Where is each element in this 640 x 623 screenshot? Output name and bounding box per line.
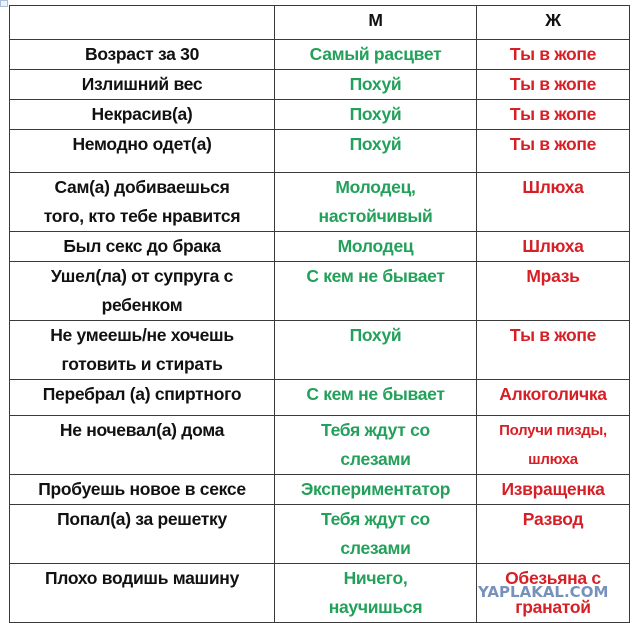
female-answer-line: гранатой [515,597,591,617]
female-answer-line: Ты в жопе [509,134,597,154]
table-row [10,232,630,262]
female-answer-line: Ты в жопе [509,104,597,124]
question-line: ребенком [101,295,183,315]
male-answer-line: Похуй [349,104,402,124]
question-line: Излишний вес [81,74,203,94]
male-answer-line: С кем не бывает [306,266,445,286]
table-row [10,70,630,100]
female-answer-line: Мразь [526,266,580,286]
header-male-cell: М [275,6,477,40]
male-answer-line: Молодец [337,236,414,256]
question-line: того, кто тебе нравится [43,206,241,226]
male-answer-line: Тебя ждут со [321,420,430,440]
question-line: Был секс до брака [63,236,221,256]
male-answer-line: Похуй [349,134,402,154]
male-answer-line: Самый расцвет [309,44,442,64]
table-row [10,416,630,475]
table-row [10,130,630,173]
header-female-cell: Ж [477,6,630,40]
male-answer-line: настойчивый [318,206,433,226]
table-row [10,40,630,70]
table-row [10,262,630,321]
male-answer-line: Экспериментатор [300,479,451,499]
female-answer-line: Получи пизды, [499,422,607,439]
table-row [10,475,630,505]
female-answer-line: Ты в жопе [509,74,597,94]
question-line: готовить и стирать [61,354,223,374]
question-line: Попал(а) за решетку [57,509,227,529]
female-answer-line: Ты в жопе [509,325,597,345]
question-line: Возраст за 30 [84,44,199,64]
question-line: Сам(а) добиваешься [54,177,230,197]
female-answer-line: Шлюха [522,177,584,197]
question-line: Немодно одет(а) [72,134,212,154]
female-answer-line: Обезьяна с [505,568,601,588]
male-answer-line: Похуй [349,74,402,94]
male-answer-line: Ничего, [343,568,408,588]
header-row [10,6,630,40]
question-line: Плохо водишь машину [44,568,240,588]
question-line: Не ночевал(а) дома [59,420,225,440]
table-row [10,100,630,130]
watermark: YAPLAKAL.COM [478,583,609,601]
male-answer-line: слезами [340,538,411,558]
female-answer-line: Развод [522,509,584,529]
question-line: Перебрал (а) спиртного [42,384,242,404]
male-answer-line: Молодец, [335,177,416,197]
table-row [10,321,630,380]
question-line: Ушел(ла) от супруга с [50,266,234,286]
female-answer-line: Извращенка [501,479,605,499]
female-answer-line: Алкоголичка [499,384,607,404]
table-row [10,505,630,564]
question-line: Не умеешь/не хочешь [50,325,234,345]
table-row [10,380,630,416]
male-answer-line: слезами [340,449,411,469]
male-answer-line: С кем не бывает [306,384,445,404]
female-answer-line: Ты в жопе [509,44,597,64]
female-answer-line: Шлюха [522,236,584,256]
question-line: Пробуешь новое в сексе [38,479,246,499]
male-answer-line: научишься [328,597,423,617]
comparison-table [9,5,630,623]
female-answer-line: шлюха [528,451,578,468]
male-answer-line: Тебя ждут со [321,509,430,529]
question-line: Некрасив(а) [91,104,193,124]
header-question-cell [10,6,275,40]
image-corner-icon [0,0,8,7]
table-row [10,173,630,232]
male-answer-line: Похуй [349,325,402,345]
